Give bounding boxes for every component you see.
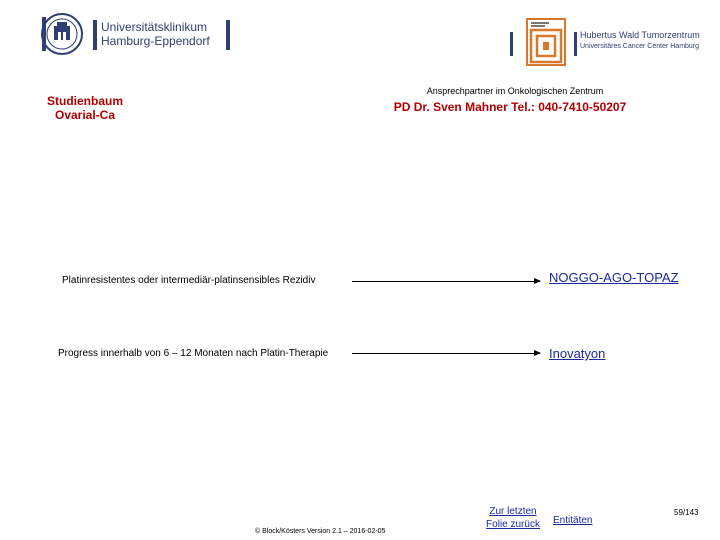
hwtz-name-line2: Universitäres Cancer Center Hamburg <box>580 43 700 50</box>
hwtz-name <box>580 30 700 52</box>
uke-name-line2: Hamburg-Eppendorf <box>101 34 210 48</box>
page-counter: 59/143 <box>674 508 699 517</box>
uke-name <box>101 20 210 48</box>
logo-divider <box>510 32 513 56</box>
university-seal-icon <box>38 12 88 56</box>
copyright: © Block/Kösters Version 2.1 – 2016-02-05 <box>255 528 386 535</box>
slide-title <box>30 94 140 122</box>
logo-divider <box>93 20 97 50</box>
arrow-platinresistent <box>352 281 540 282</box>
back-link[interactable]: Zur letzten Folie zurück <box>486 506 540 530</box>
hwtz-name-line1: Hubertus Wald Tumorzentrum <box>580 30 700 40</box>
logo-divider <box>574 32 577 56</box>
hwtz-logo <box>508 14 700 70</box>
uke-name-line1: Universitätsklinikum <box>101 20 208 34</box>
slide-title-text: Studienbaum Ovarial-Ca <box>46 94 123 122</box>
row-label-progress: Progress innerhalb von 6 – 12 Monaten nach Platin-Therapie <box>58 348 329 359</box>
hwtz-mark-icon <box>526 18 566 66</box>
uke-logo <box>38 12 210 56</box>
entities-link[interactable]: Entitäten <box>553 515 593 526</box>
logo-divider <box>226 20 230 50</box>
study-link-inovatyon[interactable]: Inovatyon <box>549 346 606 361</box>
study-link-noggo-ago-topaz[interactable]: NOGGO-AGO-TOPAZ <box>549 270 679 285</box>
row-label-platinresistent: Platinresistentes oder intermediär-platinsensibles Rezidiv <box>62 275 316 286</box>
arrow-progress <box>352 353 540 354</box>
contact-label: Ansprechpartner im Onkologischen Zentrum <box>426 86 604 96</box>
contact-main: PD Dr. Sven Mahner Tel.: 040-7410-50207 <box>393 100 627 114</box>
